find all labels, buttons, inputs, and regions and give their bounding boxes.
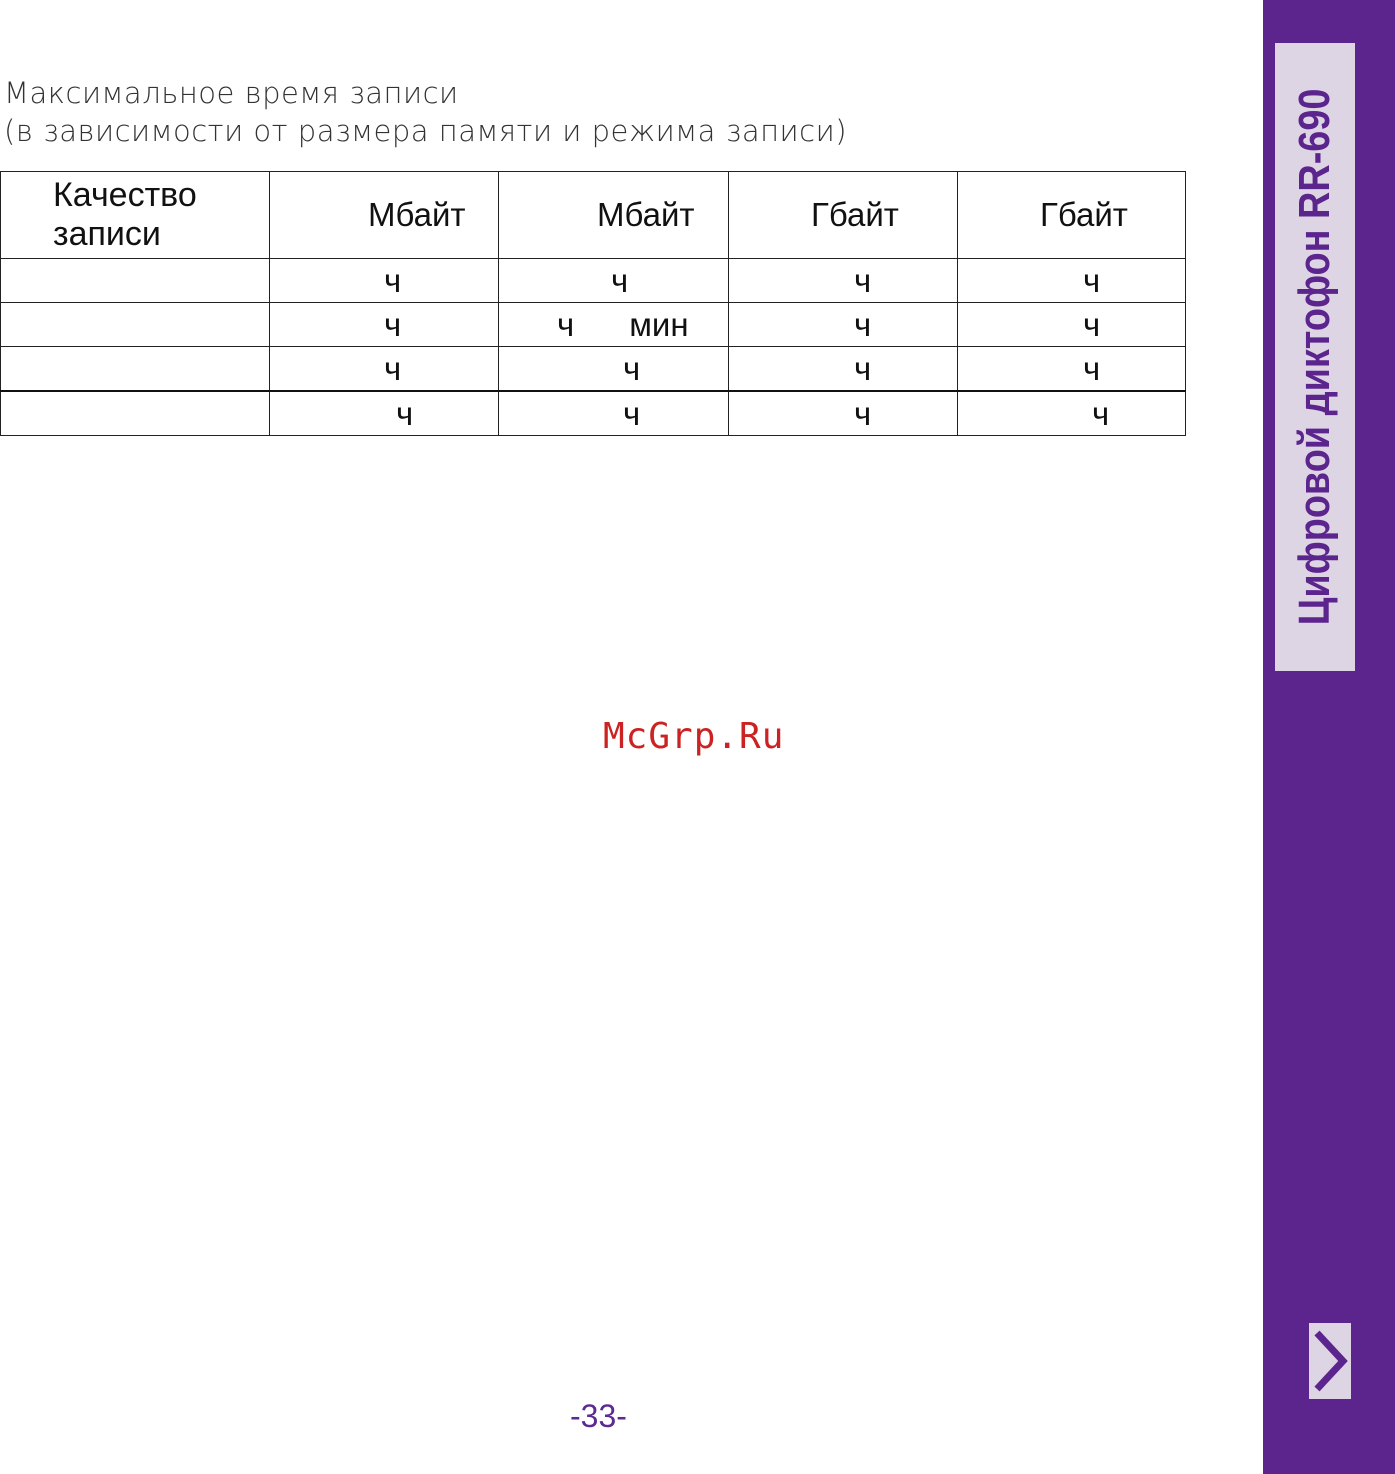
cell-value: ч [384, 261, 402, 299]
table-header-row [1, 172, 1186, 259]
table-cell [729, 391, 958, 436]
table-cell [958, 259, 1186, 303]
cell-value: ч [854, 349, 872, 387]
cell-value: ч [623, 394, 641, 432]
header-quality [1, 172, 270, 259]
cell-value: ч [1083, 349, 1101, 387]
cell-value: ч [1083, 305, 1101, 343]
row-quality [1, 391, 270, 436]
sidebar-title [1275, 43, 1355, 671]
table-row [1, 391, 1186, 436]
cell-value: ч [384, 349, 402, 387]
table-cell [499, 347, 729, 392]
row-quality [1, 303, 270, 347]
table-cell [499, 259, 729, 303]
cell-value: ч [854, 394, 872, 432]
cell-value: ч [1083, 261, 1101, 299]
table-cell [270, 347, 499, 392]
header-col-1 [270, 172, 499, 259]
recording-time-table [0, 171, 1186, 436]
row-quality [1, 347, 270, 392]
table-cell [958, 391, 1186, 436]
table-cell [958, 347, 1186, 392]
table-cell [270, 303, 499, 347]
table-cell [729, 303, 958, 347]
cell-value: ч [854, 305, 872, 343]
cell-value: ч мин [557, 305, 689, 343]
section-heading [4, 74, 847, 150]
table-cell [729, 259, 958, 303]
header-col-3-label: Гбайт [811, 196, 899, 233]
table-row [1, 259, 1186, 303]
cell-value: ч [384, 305, 402, 343]
watermark: McGrp.Ru [603, 716, 785, 757]
sidebar-title-text: Цифровой диктофон RR-690 [1290, 88, 1339, 626]
next-page-button[interactable] [1309, 1323, 1351, 1399]
header-col-4 [958, 172, 1186, 259]
header-quality-line-2: записи [53, 215, 161, 253]
page-number: -33- [570, 1398, 627, 1434]
header-quality-line-1: Качество [53, 176, 197, 214]
header-col-1-label: Мбайт [368, 196, 466, 233]
heading-line-1: Максимальное время записи [4, 76, 459, 110]
table-cell [499, 391, 729, 436]
header-col-3 [729, 172, 958, 259]
cell-value: ч [396, 394, 414, 432]
sidebar-title-box [1275, 43, 1355, 671]
header-col-2-label: Мбайт [597, 196, 695, 233]
cell-value: ч [1092, 394, 1110, 432]
chevron-right-icon [1309, 1323, 1351, 1399]
cell-value: ч [611, 261, 629, 299]
table-cell [270, 259, 499, 303]
table-cell [958, 303, 1186, 347]
table-row [1, 347, 1186, 392]
table-cell [499, 303, 729, 347]
table-cell [270, 391, 499, 436]
cell-value: ч [623, 349, 641, 387]
row-quality [1, 259, 270, 303]
table-cell [729, 347, 958, 392]
header-col-4-label: Гбайт [1040, 196, 1128, 233]
heading-line-2: (в зависимости от размера памяти и режима записи) [4, 114, 848, 148]
table-row [1, 303, 1186, 347]
cell-value: ч [854, 261, 872, 299]
header-col-2 [499, 172, 729, 259]
